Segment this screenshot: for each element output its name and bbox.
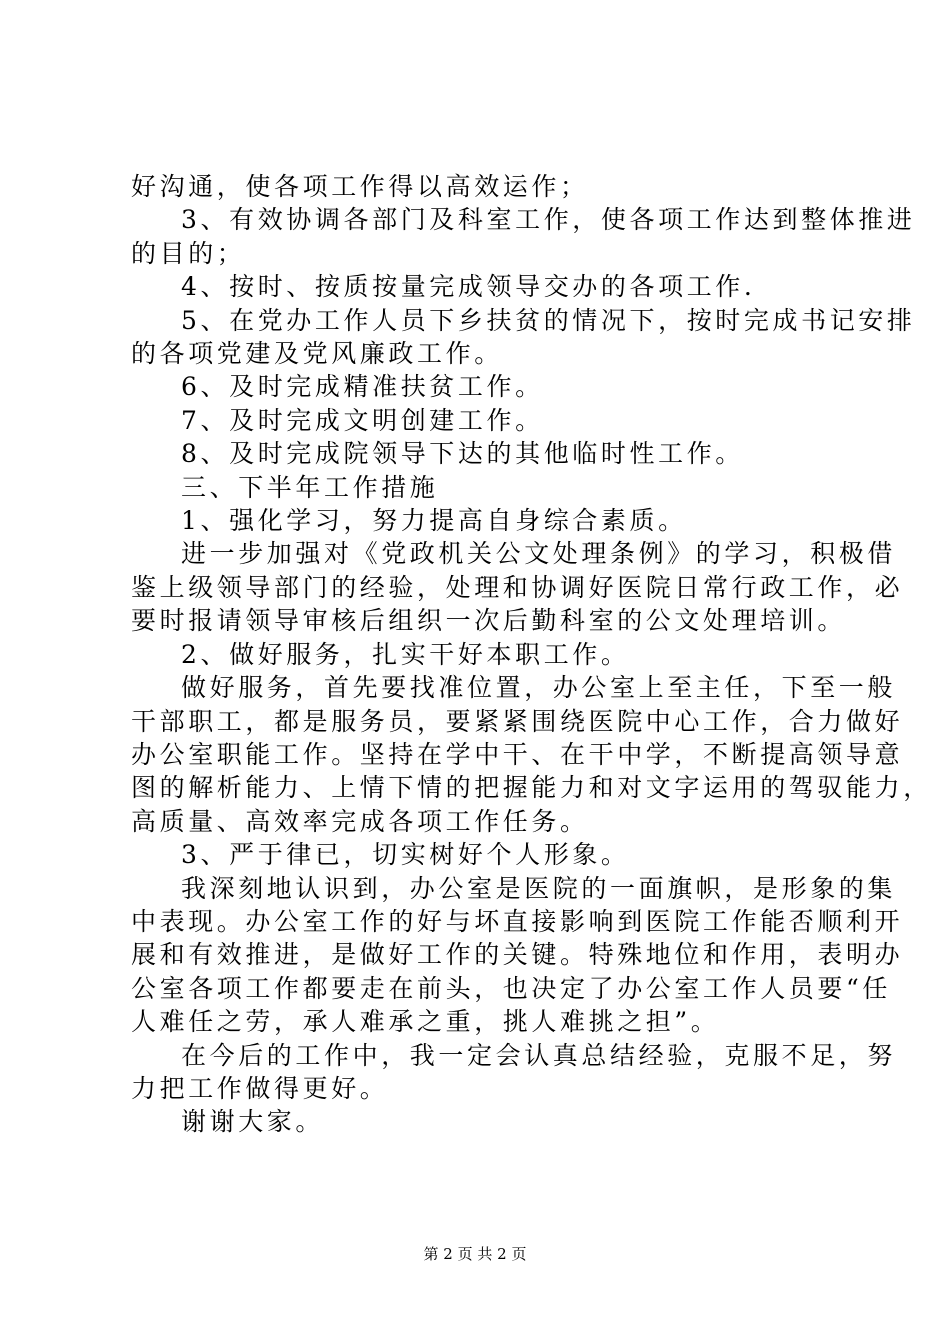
document-body xyxy=(131,170,932,1139)
sub-heading: 1、强化学习，努力提高自身综合素质。 xyxy=(181,506,687,536)
text-line: 人难任之劳，承人难承之重，挑人难挑之担”。 xyxy=(131,1007,720,1037)
text-line: 进一步加强对《党政机关公文处理条例》的学习，积极借 xyxy=(181,539,897,569)
page-number-footer: 第 2 页 共 2 页 xyxy=(423,1245,527,1263)
text-line: 5、在党办工作人员下乡扶贫的情况下，按时完成书记安排 xyxy=(181,305,916,335)
text-line: 公室各项工作都要走在前头，也决定了办公室工作人员要“任 xyxy=(131,973,891,1003)
text-line: 的目的； xyxy=(131,238,246,268)
text-line: 在今后的工作中，我一定会认真总结经验，克服不足，努 xyxy=(181,1040,897,1070)
text-line: 办公室职能工作。坚持在学中干、在干中学，不断提高领导意 xyxy=(131,739,904,769)
sub-heading: 2、做好服务，扎实干好本职工作。 xyxy=(181,639,630,669)
text-line: 图的解析能力、上情下情的把握能力和对文字运用的驾驭能力， xyxy=(131,773,932,803)
text-line: 干部职工，都是服务员，要紧紧围绕医院中心工作，合力做好 xyxy=(131,706,904,736)
text-line: 要时报请领导审核后组织一次后勤科室的公文处理培训。 xyxy=(131,606,847,636)
text-line: 6、及时完成精准扶贫工作。 xyxy=(181,372,544,402)
text-line: 3、有效协调各部门及科室工作，使各项工作达到整体推进 xyxy=(181,205,916,235)
text-line: 展和有效推进，是做好工作的关键。特殊地位和作用，表明办 xyxy=(131,940,904,970)
text-line: 力把工作做得更好。 xyxy=(131,1073,389,1103)
text-line: 的各项党建及党风廉政工作。 xyxy=(131,339,503,369)
text-line: 4、按时、按质按量完成领导交办的各项工作. xyxy=(181,272,756,302)
text-line: 鉴上级领导部门的经验，处理和协调好医院日常行政工作，必 xyxy=(131,572,904,602)
text-line: 我深刻地认识到，办公室是医院的一面旗帜，是形象的集 xyxy=(181,873,897,903)
text-line: 8、及时完成院领导下达的其他临时性工作。 xyxy=(181,439,744,469)
section-heading: 三、下半年工作措施 xyxy=(181,472,439,502)
closing-line: 谢谢大家。 xyxy=(181,1107,325,1137)
sub-heading: 3、严于律已，切实树好个人形象。 xyxy=(181,840,630,870)
text-line: 做好服务，首先要找准位置，办公室上至主任，下至一般 xyxy=(181,673,897,703)
text-line: 中表现。办公室工作的好与坏直接影响到医院工作能否顺利开 xyxy=(131,906,904,936)
text-line: 好沟通，使各项工作得以高效运作； xyxy=(131,172,589,201)
text-line: 高质量、高效率完成各项工作任务。 xyxy=(131,806,589,836)
text-line: 7、及时完成文明创建工作。 xyxy=(181,405,544,435)
